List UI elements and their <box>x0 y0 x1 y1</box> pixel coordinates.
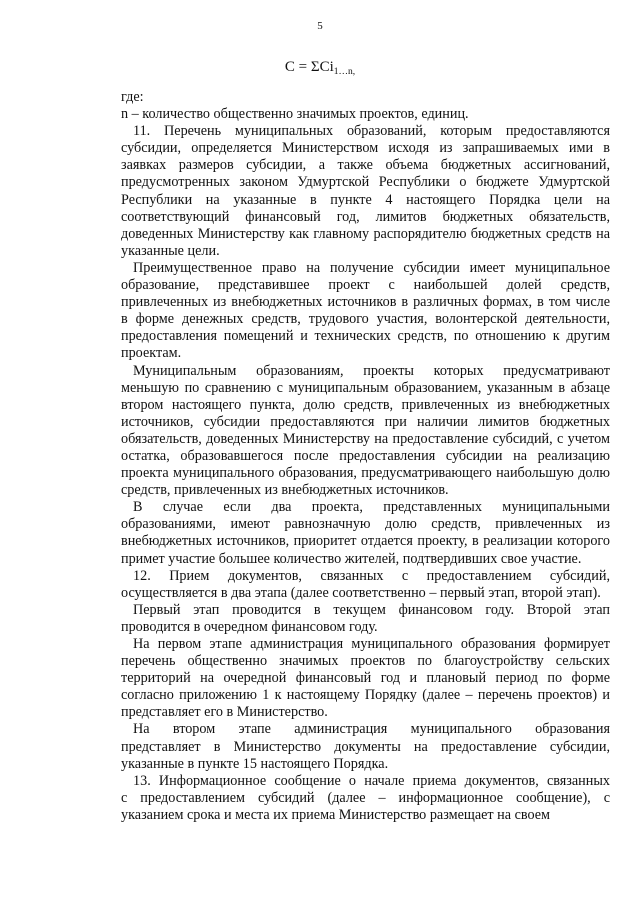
text-line: субсидии, определяется Министерством исходя из запрашиваемых ими в <box>121 140 610 157</box>
text-line: 13. Информационное сообщение о начале приема документов, связанных <box>133 772 610 789</box>
paragraph <box>121 602 610 636</box>
text-line: указанием срока и места их приема Министерство размещает на своем <box>121 806 551 823</box>
text-line: представляет его в Министерство. <box>121 704 328 721</box>
text-line: На втором этапе администрация муниципального образования <box>133 721 610 738</box>
text-line: предоставления помещений и технических средств, по отношению к другим <box>121 328 610 345</box>
paragraph <box>121 773 610 824</box>
paragraph <box>121 721 610 772</box>
text-line: согласно приложению 1 к настоящему Порядку (далее – перечень проектов) и <box>121 687 610 704</box>
text-line: в форме денежных средств, трудового участия, волонтерской деятельности, <box>121 311 610 328</box>
text-line: образованиями, имеют равнозначную долю средств, привлеченных из <box>121 516 610 533</box>
text-line: Первый этап проводится в текущем финансовом году. Второй этап <box>133 601 610 618</box>
text-line: примет участие большее количество жителей, подтвердивших свое участие. <box>121 550 582 567</box>
paragraph <box>121 568 610 602</box>
formula <box>0 58 640 81</box>
text-line: 11. Перечень муниципальных образований, которым предоставляются <box>133 123 610 140</box>
paragraph <box>121 499 610 567</box>
text-line: Преимущественное право на получение субсидии имеет муниципальное <box>133 259 610 276</box>
text-line: указанные в пункте 15 настоящего Порядка. <box>121 755 389 772</box>
text-line: Республики на указанные в пункте 4 настоящего Порядка цели на <box>121 191 610 208</box>
text-line: На первом этапе администрация муниципального образования формирует <box>133 636 610 652</box>
text-line: осуществляется в два этапа (далее соответственно – первый этап, второй этап). <box>121 584 601 601</box>
paragraph <box>121 106 610 123</box>
text-line: остатка, образовавшегося после предоставления субсидии на реализацию <box>121 447 610 464</box>
paragraph <box>121 636 610 721</box>
body-text <box>121 89 610 824</box>
formula-main: C = ΣCi <box>284 59 334 75</box>
text-line: указанные цели. <box>121 242 220 259</box>
text-line: с предоставлением субсидий (далее – информационное сообщение), с <box>121 789 610 806</box>
text-line: привлеченных из внебюджетных источников в различных формах, в том числе <box>121 294 610 311</box>
text-line: меньшую по сравнению с муниципальным образованием, указанным в абзаце <box>121 379 610 396</box>
text-line: заявках размеров субсидии, а также объема бюджетных ассигнований, <box>121 157 610 174</box>
text-line: обязательств, доведенных Министерству на предоставление субсидий, с учетом <box>121 430 610 447</box>
text-line: проектам. <box>121 345 182 362</box>
page-number: 5 <box>317 20 323 32</box>
text-line: 12. Прием документов, связанных с предоставлением субсидий, <box>133 567 610 584</box>
paragraph <box>121 89 610 106</box>
formula-subscript: 1…n, <box>333 67 356 77</box>
text-line: доведенных Министерству как главному распорядителю бюджетных средств на <box>121 225 610 242</box>
text-line: предусмотренных законом Удмуртской Республики о бюджете Удмуртской <box>121 174 610 191</box>
text-line: В случае если два проекта, представленных муниципальными <box>133 499 610 516</box>
text-line: перечень общественно значимых проектов по благоустройству сельских <box>121 653 610 670</box>
text-line: проводится в очередном финансовом году. <box>121 618 378 635</box>
text-line: n – количество общественно значимых проектов, единиц. <box>121 106 469 123</box>
text-line: проекта муниципального образования, предусматривающего наибольшую долю <box>121 465 610 482</box>
text-line: источников, субсидии предоставляются при наличии лимитов бюджетных <box>121 413 610 430</box>
text-line: соответствующий финансовый год, лимитов бюджетных обязательств, <box>121 208 610 225</box>
text-line: втором настоящего пункта, долю средств, привлеченных из внебюджетных <box>121 396 610 413</box>
text-line: внебюджетных источников, приоритет отдается проекту, в реализации которого <box>121 533 610 550</box>
text-line: представляет в Министерство документы на предоставление субсидии, <box>121 738 610 755</box>
text-line: Муниципальным образованиям, проекты которых предусматривают <box>133 362 610 379</box>
text-line: территорий на очередной финансовый год и плановый период по форме <box>121 670 610 687</box>
paragraph <box>121 123 610 260</box>
text-line: образование, представившее проект с наибольшей долей средств, <box>121 277 610 294</box>
text-line: где: <box>121 89 144 105</box>
text-line: средств, привлеченных из внебюджетных источников. <box>121 482 449 499</box>
paragraph <box>121 363 610 500</box>
paragraph <box>121 260 610 363</box>
